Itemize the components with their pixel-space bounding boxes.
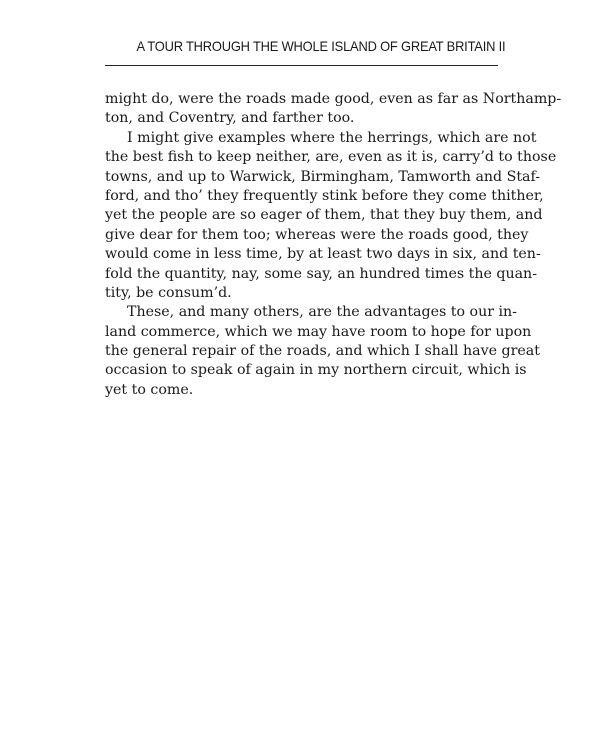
text-line: land commerce, which we may have room to hope for upon — [105, 323, 532, 340]
text-line: might do, were the roads made good, even as far as Northamp- — [105, 91, 562, 107]
text-line: would come in less time, by at least two days in six, and ten- — [105, 246, 541, 263]
text-line: I might give examples where the herrings, which are not — [127, 129, 537, 146]
text-line: the general repair of the roads, and which I shall have great — [105, 343, 540, 360]
text-line: the best fish to keep neither, are, even as it is, carry’d to those — [105, 149, 557, 166]
text-line: yet the people are so eager of them, that they buy them, and — [105, 207, 543, 224]
text-line: ton, and Coventry, and farther too. — [105, 110, 355, 127]
body-text — [105, 90, 562, 400]
text-line: fold the quantity, nay, some say, an hundred times the quan- — [105, 265, 537, 282]
text-line: These, and many others, are the advantages to our in- — [127, 304, 517, 321]
header-rule — [105, 65, 498, 66]
running-head: A TOUR THROUGH THE WHOLE ISLAND OF GREAT BRITAIN II — [136, 38, 506, 54]
text-line: tity, be consum’d. — [105, 284, 232, 301]
text-line: give dear for them too; whereas were the roads good, they — [105, 226, 529, 243]
text-line: occasion to speak of again in my northern circuit, which is — [105, 362, 527, 379]
text-line: ford, and tho’ they frequently stink before they come thither, — [105, 187, 544, 204]
text-line: yet to come. — [105, 381, 194, 398]
text-line: towns, and up to Warwick, Birmingham, Tamworth and Staf- — [105, 168, 541, 185]
